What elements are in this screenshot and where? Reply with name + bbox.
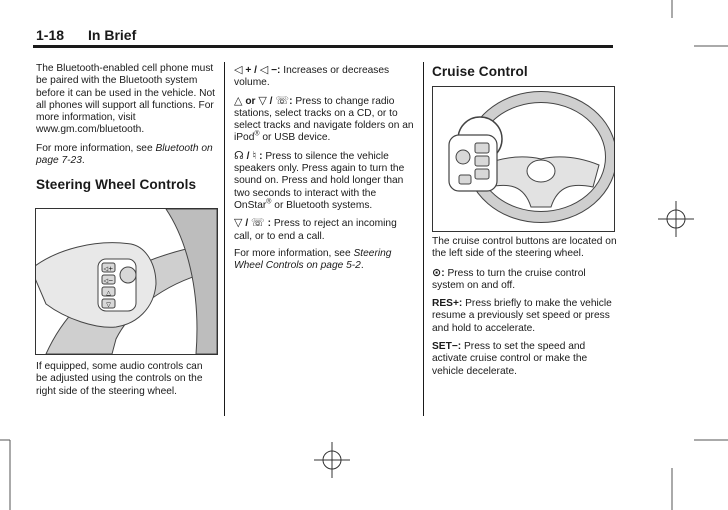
reject-slash: / [245, 218, 249, 230]
hang-up-icon: ☏ [251, 216, 265, 230]
svg-text:◁+: ◁+ [103, 265, 114, 273]
mute-colon: : [259, 150, 263, 162]
more-info-prefix: For more information, see [36, 142, 153, 154]
onoff-colon: : [441, 267, 445, 279]
steering-caption: If equipped, some audio controls can be adjusted using the controls on the right side of the steering wheel. [36, 361, 203, 397]
volume-plus-symbol: + / [245, 65, 260, 76]
bluetooth-reference-link[interactable]: Bluetooth on page 7-23 [36, 142, 213, 167]
res-text: Press briefly to make the vehicle resume a previously set speed or press and hold to accelerate. [432, 298, 612, 334]
volume-speaker-icon: ◁ [259, 63, 269, 76]
phone-icon: ☏ [275, 93, 290, 107]
mute-text: Press to silence the vehicle speakers only. Press again to turn the sound on. Press and hold longer than two seconds to interact with the OnStar [234, 150, 405, 211]
reject-text: Press to reject an incoming call, or to end a call. [234, 218, 397, 242]
mute-text-end: or Bluetooth systems. [271, 199, 373, 211]
next-text-end: or USB device. [259, 132, 331, 144]
mute-slash: / [246, 150, 250, 162]
onoff-text: Press to turn the cruise control system on and off. [432, 267, 586, 291]
next-slash: / [269, 95, 273, 107]
svg-text:◁−: ◁− [103, 277, 114, 285]
more-info-suffix: . [81, 155, 85, 167]
cruise-caption: The cruise control buttons are located on the left side of the steering wheel. [432, 236, 617, 260]
svg-text:△: △ [106, 289, 111, 297]
next-colon: : [289, 95, 293, 107]
more-info-suffix: . [360, 260, 364, 272]
section-title: In Brief [88, 27, 137, 43]
bluetooth-paragraph: The Bluetooth-enabled cell phone must be paired with the Bluetooth system before it can be used in the vehicle. Not all phones will support all functions. For more information, visit www.gm.com/bluetooth. [36, 63, 215, 136]
registered-mark: ® [254, 131, 260, 139]
res-label: RES+: [432, 298, 463, 310]
registered-mark: ® [266, 198, 272, 206]
voice-icon: ☊ [234, 148, 244, 162]
next-or: or [245, 95, 256, 107]
steering-wheel-controls-heading: Steering Wheel Controls [36, 177, 197, 192]
next-text: Press to change radio stations, select tracks on a CD, or to select tracks and navigate folders on an iPod [234, 95, 414, 144]
set-label: SET−: [432, 341, 462, 353]
volume-text: Increases or decreases volume. [234, 65, 390, 89]
volume-minus-symbol: −: [271, 65, 281, 76]
steering-reference-link[interactable]: Steering Wheel Controls on page 5-2 [234, 247, 392, 272]
down-triangle-icon: ▽ [234, 216, 243, 230]
cruise-on-off-icon: ⊙ [432, 265, 442, 279]
up-triangle-icon: △ [234, 93, 243, 107]
more-info-prefix: For more information, see [234, 247, 351, 259]
down-triangle-icon: ▽ [258, 93, 267, 107]
svg-text:▽: ▽ [106, 301, 111, 309]
cruise-control-heading: Cruise Control [432, 64, 528, 79]
reject-colon: : [267, 218, 272, 230]
page-number: 1-18 [36, 27, 65, 43]
mute-icon: ♮ [252, 148, 257, 162]
set-text: Press to set the speed and activate cruise control or make the vehicle decelerate. [432, 341, 588, 377]
volume-speaker-icon: ◁ [234, 63, 243, 76]
